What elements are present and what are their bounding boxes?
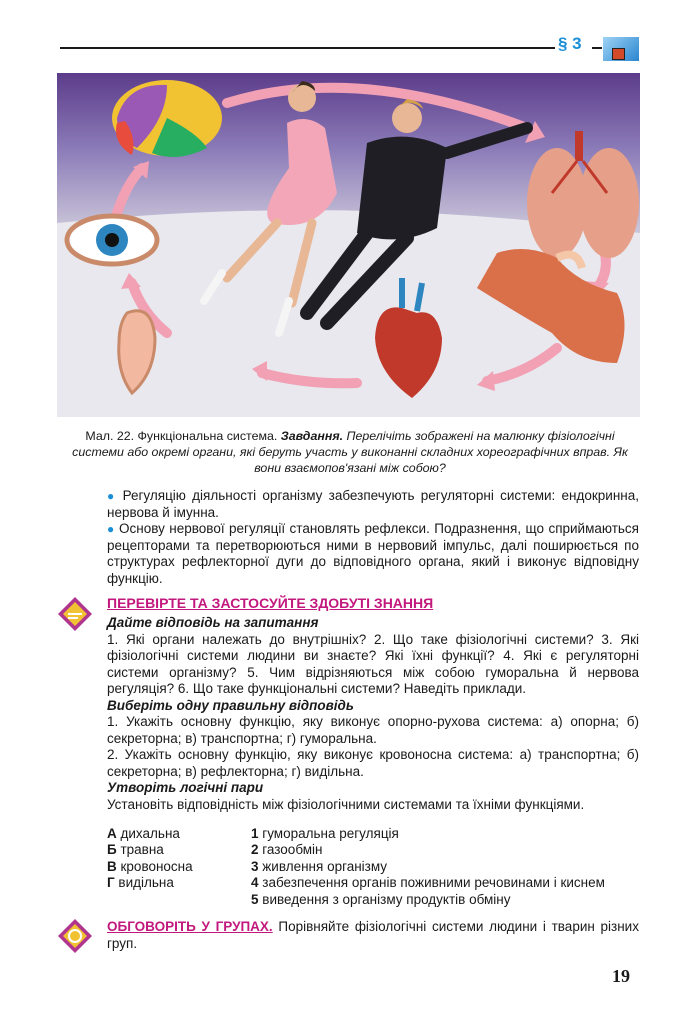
header-rule — [60, 47, 555, 49]
bullet-dot-icon: ● — [107, 522, 119, 536]
header-rule-tick — [592, 47, 602, 49]
brain-icon — [112, 80, 222, 157]
eye-icon — [67, 216, 157, 264]
pair-row: Б травна 2 газообмін — [107, 842, 323, 858]
bullet-dot-icon: ● — [107, 489, 123, 503]
multiple-choice-2: 2. Укажіть основну функцію, яку виконує кровоносна система: а) транспортна; б) секреторна; в) рефлекторна; г) видільна. — [107, 747, 639, 779]
questions-text: 1. Які органи належать до внутрішніх? 2. Що таке фізіологічні системи? 3. Які фізіологічні системи людини ви знаєте? Які їхні функції? 4. Які є регуляторні системи організму? 5. Чим відрізняються між собою гуморальна й нервова регуляція? 6. Що таке функціональні системи? Наведіть приклади. — [107, 631, 639, 696]
pair-row: В кровоносна 3 живлення організму — [107, 858, 388, 874]
summary-bullet: ● Регуляцію діяльності організму забезпечують регуляторні системи: ендокринна, нервова й імунна. — [107, 488, 639, 520]
section-title-discuss: ОБГОВОРІТЬ У ГРУПАХ. — [107, 919, 273, 934]
subheading-pairs: Утворіть логічні пари — [107, 780, 264, 795]
discuss-text: Порівняйте фізіологічні системи людини і тварин різних груп. — [107, 919, 639, 951]
functional-system-illustration — [57, 73, 640, 417]
section-title-check: ПЕРЕВІРТЕ ТА ЗАСТОСУЙТЕ ЗДОБУТІ ЗНАННЯ — [107, 595, 434, 611]
subheading-choose: Виберіть одну правильну відповідь — [107, 697, 354, 713]
questions-block — [107, 615, 639, 813]
caption-task-label: Завдання. — [280, 429, 344, 443]
subheading-answer: Дайте відповідь на запитання — [107, 615, 319, 630]
caption-task-text: Перелічіть зображені на малюнку фізіологічні системи або окремі органи, які беруть участь у виконанні складних хореографічних вправ. Як вони взаємопов'язані між собою? — [72, 429, 628, 475]
figure-caption — [60, 428, 640, 476]
pairs-intro: Установіть відповідність між фізіологічними системами та їхніми функціями. — [107, 796, 585, 812]
summary-bullets — [107, 488, 639, 587]
section-number: § 3 — [558, 34, 582, 53]
pair-row: А дихальна 1 гуморальна регуляція — [107, 826, 399, 841]
header-square-inner — [612, 48, 625, 60]
caption-lead: Мал. 22. Функціональна система. — [85, 429, 278, 443]
pair-row: Г видільна 4 забезпечення органів поживними речовинами і киснем — [107, 875, 605, 891]
discuss-block — [107, 919, 639, 952]
check-knowledge-icon — [57, 596, 93, 632]
logic-pairs-table — [107, 826, 639, 908]
discuss-groups-icon — [57, 918, 93, 954]
multiple-choice-1: 1. Укажіть основну функцію, яку виконує опорно-рухова система: а) опорна; б) секреторна; в) транспортна; г) гуморальна. — [107, 714, 639, 746]
summary-bullet: ● Основу нервової регуляції становлять рефлекси. Подразнення, що сприймаються рецепторами та перетворюються ними в нервовий імпульс, далі поширюється по структурах рефлекторної дуги до відповідного органа, який і виконує відповідну функцію. — [107, 521, 639, 586]
page-number: 19 — [612, 966, 630, 986]
pair-row: 5 виведення з організму продуктів обміну — [251, 891, 511, 907]
